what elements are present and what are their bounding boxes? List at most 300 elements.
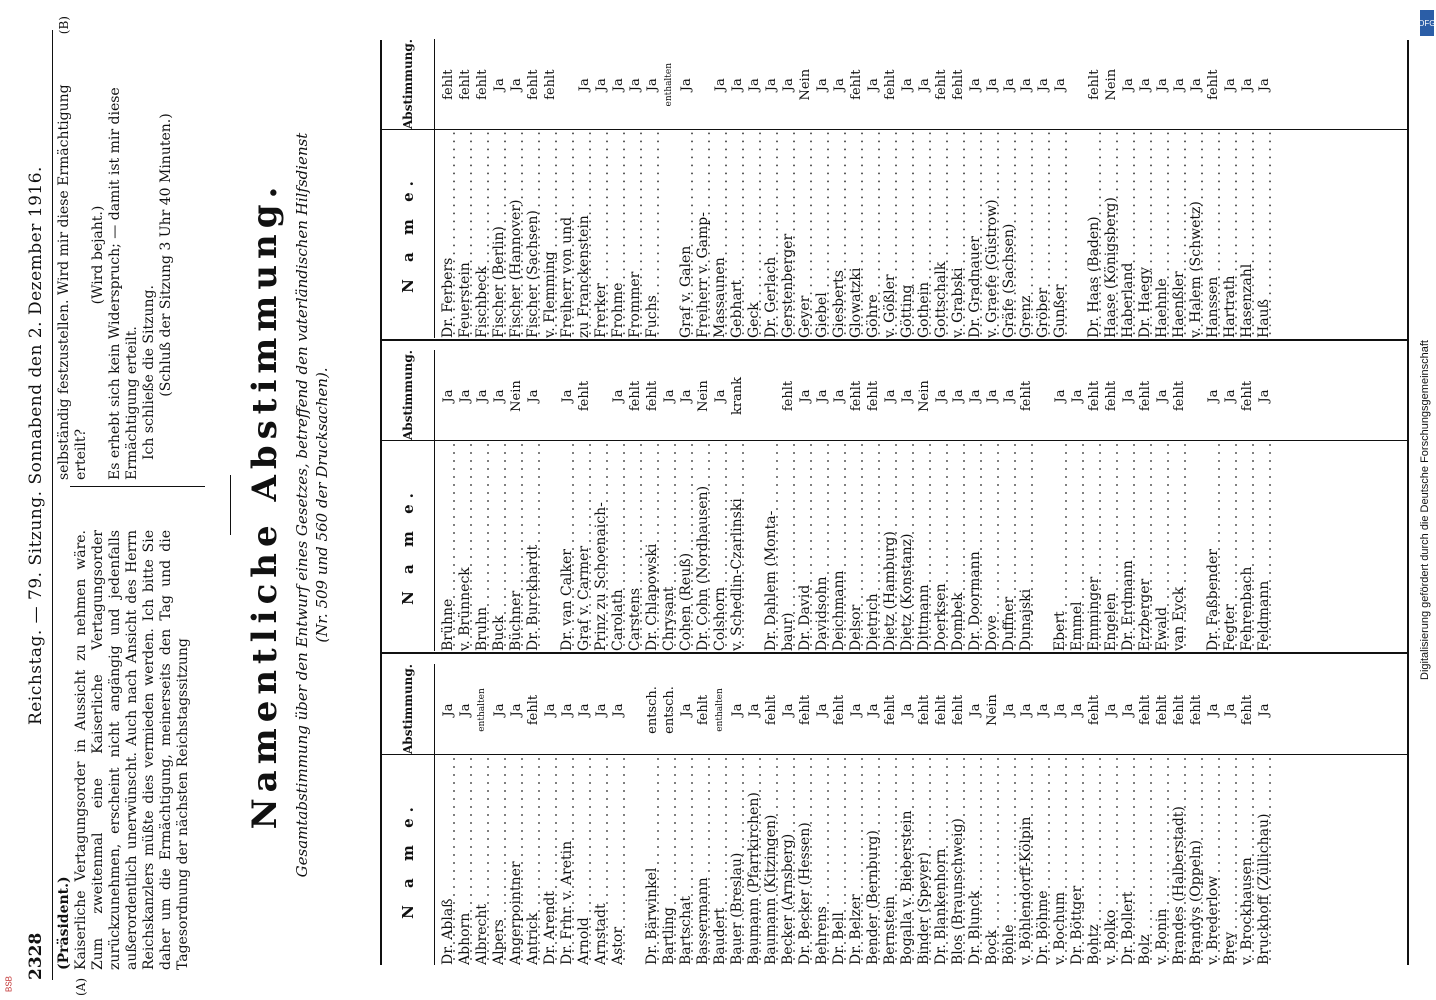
vote-value: Ja	[1053, 703, 1068, 717]
vote-value: fehlt	[1206, 69, 1221, 100]
left-paragraph: Kaiserliche Vertagungsorder in Aussicht zu nehmen wäre. Zum zweitenmal eine Kaiserliche Vertagungsorder zurückzunehmen, erscheint nicht angängig und jedenfalls außerordentlich unerwünscht. Auch nach Ansicht des Herrn Reichskanzlers müßte dies vermieden werden. Ich bitte Sie daher um die Ermächtigung, meinerseits den Tag und die Tagesordnung der nächsten Reichstagssitzung	[73, 530, 191, 970]
member-name: van Eyck	[1171, 441, 1188, 651]
table-row	[1103, 665, 1120, 965]
member-name	[661, 129, 678, 338]
member-name: Brandes (Halberstadt)	[1171, 755, 1188, 965]
table-row	[712, 351, 729, 651]
vote-value: Ja	[509, 703, 524, 717]
table-row	[508, 40, 525, 338]
table-row	[797, 665, 814, 965]
member-name: Bartling	[661, 755, 678, 965]
member-name: Erzberger	[1137, 441, 1154, 651]
table-row	[474, 40, 491, 338]
vote-value: Ja	[1223, 78, 1238, 92]
table-row	[525, 40, 542, 338]
member-name: Göhre	[865, 129, 882, 338]
table-row	[848, 665, 865, 965]
vote-value: fehlt	[951, 69, 966, 100]
vote-value: fehlt	[458, 69, 473, 100]
member-name: Dr. Cohn (Nordhausen)	[695, 441, 712, 651]
table-row	[576, 40, 593, 338]
vote-value: Ja	[1155, 389, 1170, 403]
member-name: Becker (Arnsberg)	[780, 755, 797, 965]
member-name: Frommer	[627, 129, 644, 338]
member-name: Hanssen	[1205, 129, 1222, 338]
table-row	[1154, 40, 1171, 338]
member-name: Angerpointner	[508, 755, 525, 965]
table-row	[678, 351, 695, 651]
table-row	[1154, 665, 1171, 965]
table-row	[933, 351, 950, 651]
right-paragraph-4: Ich schließe die Sitzung.	[141, 285, 157, 460]
vote-value: Ja	[441, 389, 456, 403]
vote-value: Ja	[611, 78, 626, 92]
vote-value: fehlt	[1138, 380, 1153, 412]
vote-value	[627, 665, 644, 755]
table-row	[712, 40, 729, 338]
member-name: Dove	[984, 441, 1001, 651]
member-name: Baudert	[712, 755, 729, 965]
table-row	[440, 665, 457, 965]
vote-value: Ja	[1070, 703, 1085, 717]
table-row	[644, 351, 661, 651]
table-row	[780, 665, 797, 965]
vote-value: fehlt	[1104, 380, 1119, 412]
vote-value: fehlt	[951, 694, 966, 726]
vote-value: fehlt	[1189, 694, 1204, 726]
vote-value	[746, 351, 763, 441]
vote-value	[1188, 351, 1205, 441]
vote-value: Ja	[1002, 78, 1017, 92]
vote-value: fehlt	[1172, 380, 1187, 412]
member-name: Frohme	[610, 129, 627, 338]
member-name: Emminger	[1086, 441, 1103, 651]
table-row	[899, 665, 916, 965]
vote-value: Ja	[764, 78, 779, 92]
right-paragraph-1: selbständig festzustellen. Wird mir diese Ermächtigung erteilt?	[56, 84, 89, 480]
member-name: Dr. Gerlach	[763, 129, 780, 338]
member-name: Prinz zu Schoenaich-	[593, 441, 610, 651]
vote-value: Ja	[968, 389, 983, 403]
margin-marker-b: (B)	[57, 16, 71, 35]
member-name: v. Böhlendorff-Kölpin	[1018, 755, 1035, 965]
table-row	[542, 351, 559, 651]
table-row	[1120, 40, 1137, 338]
table-row	[1239, 351, 1256, 651]
table-row	[831, 665, 848, 965]
vote-value: fehlt	[1240, 694, 1255, 726]
vote-value: fehlt	[883, 69, 898, 100]
member-name: Fischer (Hannover)	[508, 129, 525, 338]
table-row	[984, 665, 1001, 965]
table-row	[1188, 351, 1205, 651]
table-row	[1052, 351, 1069, 651]
member-name: Delsor	[848, 441, 865, 651]
table-row	[1035, 665, 1052, 965]
member-name: Dietz (Konstanz)	[899, 441, 916, 651]
vote-value: Ja	[1189, 78, 1204, 92]
vote-value: Ja	[543, 703, 558, 717]
table-row	[627, 40, 644, 338]
page-number: 2328	[26, 932, 46, 980]
vote-value: fehlt	[883, 694, 898, 726]
table-row	[984, 40, 1001, 338]
member-name: Dr. Bärwinkel	[644, 755, 661, 965]
section-title: Namentliche Abstimmung.	[245, 180, 285, 830]
member-name: Dr. Doormann	[967, 441, 984, 651]
vote-value: fehlt	[764, 694, 779, 726]
member-name: zu Franckenstein	[576, 129, 593, 338]
vote-value: fehlt	[849, 380, 864, 412]
vote-value: Ja	[577, 703, 592, 717]
member-name: Dr. Ferbers	[440, 129, 457, 338]
vote-value: Ja	[1223, 703, 1238, 717]
vote-value: fehlt	[1172, 694, 1187, 726]
table-row	[763, 351, 780, 651]
table-row	[814, 40, 831, 338]
table-row	[525, 351, 542, 651]
vote-value: Ja	[747, 78, 762, 92]
member-name: Hauß	[1256, 129, 1273, 338]
right-paragraph-5: (Schluß der Sitzung 3 Uhr 40 Minuten.)	[158, 113, 174, 397]
member-name: Gräfe (Sachsen)	[1001, 129, 1018, 338]
vote-value: Ja	[832, 78, 847, 92]
member-name: Doerksen	[933, 441, 950, 651]
table-row	[457, 665, 474, 965]
vote-value: Nein	[985, 694, 1000, 726]
vote-value: Ja	[866, 78, 881, 92]
member-name	[627, 755, 644, 965]
vote-value: Ja	[832, 389, 847, 403]
right-paragraph-3: Es erhebt sich kein Widerspruch; — damit ist mir diese Ermächtigung erteilt.	[107, 87, 140, 480]
member-name: Geyer	[797, 129, 814, 338]
section-subtitle-ref: (Nr. 509 und 560 der Drucksachen).	[313, 367, 331, 643]
vote-value: fehlt	[934, 694, 949, 726]
vote-value: Ja	[560, 703, 575, 717]
table-row	[882, 665, 899, 965]
member-name: Brühne	[440, 441, 457, 651]
table-row	[967, 351, 984, 651]
table-row	[644, 665, 661, 965]
table-row	[695, 665, 712, 965]
member-name: Dr. Blunck	[967, 755, 984, 965]
table-row	[848, 40, 865, 338]
table-row	[763, 40, 780, 338]
vote-value: fehlt	[543, 69, 558, 100]
member-name: v. Graefe (Güstrow)	[984, 129, 1001, 338]
member-name: Dr. Böttger	[1069, 755, 1086, 965]
vote-value: Ja	[1121, 703, 1136, 717]
vote-value: Ja	[1257, 703, 1272, 717]
column-header-vote: Abstimmung.	[382, 39, 435, 130]
member-name: Abhorn	[457, 755, 474, 965]
table-row	[1018, 665, 1035, 965]
table-row	[576, 351, 593, 651]
vote-value: Ja	[730, 703, 745, 717]
table-row	[967, 665, 984, 965]
table-row	[746, 665, 763, 965]
table-row	[661, 665, 678, 965]
member-name: Büchner	[508, 441, 525, 651]
member-name: Dr. Frhr. v. Aretin	[559, 755, 576, 965]
vote-value: Ja	[1036, 703, 1051, 717]
vote-value: fehlt	[1087, 69, 1102, 100]
table-row	[1103, 40, 1120, 338]
vote-value	[559, 40, 576, 129]
table-row	[831, 351, 848, 651]
member-name: Bartschat	[678, 755, 695, 965]
member-name: Astor	[610, 755, 627, 965]
member-name: Gröber	[1035, 129, 1052, 338]
member-name: Dr. Faßbender	[1205, 441, 1222, 651]
table-row	[661, 351, 678, 651]
table-row	[1069, 351, 1086, 651]
table-row	[559, 40, 576, 338]
vote-value: Ja	[1053, 389, 1068, 403]
table-row	[610, 351, 627, 651]
member-name: Davidsohn	[814, 441, 831, 651]
column-header-vote: Abstimmung.	[382, 664, 435, 755]
member-name: v. Schedlin-Czarlinski	[729, 441, 746, 651]
member-name: Dr. Belzer	[848, 755, 865, 965]
table-row	[1188, 665, 1205, 965]
vote-value: fehlt	[1087, 694, 1102, 726]
member-name	[1035, 441, 1052, 651]
vote-value	[542, 351, 559, 441]
member-name: Colshorn	[712, 441, 729, 651]
member-name: Hasenzahl	[1239, 129, 1256, 338]
member-name: Behrens	[814, 755, 831, 965]
member-name: Fegter	[1222, 441, 1239, 651]
table-row	[576, 665, 593, 965]
page-header	[22, 20, 52, 980]
member-name: Blos (Braunschweig)	[950, 755, 967, 965]
vote-value: Ja	[1240, 78, 1255, 92]
member-name: Duffner	[1001, 441, 1018, 651]
vote-column-3	[382, 40, 1407, 338]
member-name: Dietrich	[865, 441, 882, 651]
right-text-column	[56, 16, 175, 480]
member-name: Bock	[984, 755, 1001, 965]
member-name	[1188, 441, 1205, 651]
vote-value	[1069, 40, 1086, 129]
member-name: v. Bolko	[1103, 755, 1120, 965]
member-name: Giebel	[814, 129, 831, 338]
vote-value: fehlt	[832, 694, 847, 726]
member-name: Glowatzki	[848, 129, 865, 338]
vote-column-2	[382, 351, 1407, 651]
vote-value: Ja	[458, 703, 473, 717]
member-name: Dr. Ablaß	[440, 755, 457, 965]
vote-value: Nein	[917, 380, 932, 412]
vote-value: Ja	[917, 78, 932, 92]
vote-value: Ja	[679, 703, 694, 717]
table-row	[729, 665, 746, 965]
member-name: Bruckhoff (Züllichau)	[1256, 755, 1273, 965]
vote-value: entsch.	[645, 686, 660, 734]
vote-value: fehlt	[1138, 694, 1153, 726]
vote-value: enthalten	[664, 62, 674, 107]
table-row	[542, 665, 559, 965]
library-mark-text: BSB	[4, 975, 14, 993]
member-name: Binder (Speyer)	[916, 755, 933, 965]
table-row	[474, 351, 491, 651]
table-row	[1222, 351, 1239, 651]
vote-value: Ja	[679, 389, 694, 403]
table-row	[916, 665, 933, 965]
member-name: Baumann (Kitzingen)	[763, 755, 780, 965]
member-name: v. Halem (Schwetz)	[1188, 129, 1205, 338]
vote-value: fehlt	[1240, 380, 1255, 412]
table-row	[984, 351, 1001, 651]
vote-value	[1035, 351, 1052, 441]
member-name: Dr. Haas (Baden)	[1086, 129, 1103, 338]
member-name: Dr. Gradnauer	[967, 129, 984, 338]
vote-value: Ja	[594, 78, 609, 92]
vote-value: fehlt	[934, 69, 949, 100]
table-row	[1120, 665, 1137, 965]
vote-value: Ja	[798, 389, 813, 403]
table-row	[814, 665, 831, 965]
member-name: Dr. Böhme	[1035, 755, 1052, 965]
member-name: Buck	[491, 441, 508, 651]
vote-value: Ja	[1121, 78, 1136, 92]
vote-value: Nein	[798, 68, 813, 101]
member-name: Bauer (Breslau)	[729, 755, 746, 965]
column-header-name: N a m e.	[382, 441, 435, 651]
member-name: Gerstenberger	[780, 129, 797, 338]
vote-value: Nein	[509, 380, 524, 412]
member-name: Ewald	[1154, 441, 1171, 651]
vote-value: Ja	[900, 389, 915, 403]
member-name: Bolz	[1137, 755, 1154, 965]
table-row	[525, 665, 542, 965]
table-row	[542, 40, 559, 338]
table-row	[1256, 351, 1273, 651]
vote-value: Ja	[1257, 78, 1272, 92]
vote-value: Nein	[696, 380, 711, 412]
vote-value: fehlt	[1019, 380, 1034, 412]
table-row	[559, 665, 576, 965]
vote-value: Ja	[900, 78, 915, 92]
vote-value: fehlt	[475, 69, 490, 100]
table-row	[695, 40, 712, 338]
table-row	[1256, 40, 1273, 338]
vote-value: Ja	[1172, 78, 1187, 92]
member-name: Fuchs	[644, 129, 661, 338]
table-row	[763, 665, 780, 965]
vote-value: Ja	[611, 703, 626, 717]
vote-value: Ja	[611, 389, 626, 403]
member-name: v. Brockhausen	[1239, 755, 1256, 965]
vote-value: fehlt	[798, 694, 813, 726]
member-name: Giesberts	[831, 129, 848, 338]
table-row	[967, 40, 984, 338]
vote-value: Ja	[628, 78, 643, 92]
vote-value: Ja	[781, 78, 796, 92]
vote-value: Ja	[492, 389, 507, 403]
vote-value: Ja	[1257, 389, 1272, 403]
table-row	[610, 665, 627, 965]
table-row	[1222, 665, 1239, 965]
table-row	[1035, 351, 1052, 651]
table-row	[627, 665, 644, 965]
vote-value: Ja	[492, 703, 507, 717]
table-row	[746, 351, 763, 651]
table-row	[1018, 351, 1035, 651]
vote-value: Ja	[951, 389, 966, 403]
vote-value: Ja	[1104, 703, 1119, 717]
member-name: Engelen	[1103, 441, 1120, 651]
side-credit	[1418, 30, 1432, 990]
member-name: Dunajski	[1018, 441, 1035, 651]
table-row	[1171, 665, 1188, 965]
column-divider	[70, 486, 205, 487]
table-row	[729, 40, 746, 338]
table-row	[593, 40, 610, 338]
section-separator	[230, 475, 231, 535]
member-name: Alpers	[491, 755, 508, 965]
vote-value: Ja	[713, 78, 728, 92]
member-name: Arnold	[576, 755, 593, 965]
member-name: Grenz	[1018, 129, 1035, 338]
member-name: Fischer (Berlin)	[491, 129, 508, 338]
member-name: Chrysant	[661, 441, 678, 651]
vote-value: fehlt	[577, 380, 592, 412]
vote-value: Ja	[713, 389, 728, 403]
left-text-column	[56, 530, 192, 996]
table-row	[1256, 665, 1273, 965]
member-name: Freiherr v. Gamp-	[695, 129, 712, 338]
vote-value: fehlt	[645, 380, 660, 412]
table-row	[440, 351, 457, 651]
table-row	[474, 665, 491, 965]
header-rule	[52, 30, 53, 980]
table-row	[644, 40, 661, 338]
vote-value: fehlt	[1087, 380, 1102, 412]
member-name: Gottschalk	[933, 129, 950, 338]
table-row	[1086, 351, 1103, 651]
member-name: Brey	[1222, 755, 1239, 965]
table-row	[1188, 40, 1205, 338]
member-name: Haehnle	[1154, 129, 1171, 338]
table-row	[1137, 40, 1154, 338]
member-name: Bernstein	[882, 755, 899, 965]
vote-value: Ja	[475, 389, 490, 403]
vote-value: Ja	[526, 389, 541, 403]
table-row	[848, 351, 865, 651]
member-name: Graf v. Carmer	[576, 441, 593, 651]
vote-value: Ja	[1121, 389, 1136, 403]
member-name: Carolath	[610, 441, 627, 651]
member-name: Gothein	[916, 129, 933, 338]
member-name: Freiherr von und	[559, 129, 576, 338]
member-name	[1069, 129, 1086, 338]
side-credit-text: Digitalisierung gefördert durch die Deutsche Forschungsgemeinschaft	[1419, 340, 1431, 680]
table-row	[729, 351, 746, 651]
vote-value: Ja	[866, 703, 881, 717]
member-name: Dr. van Calker	[559, 441, 576, 651]
vote-value: Ja	[730, 78, 745, 92]
vote-value: Ja	[815, 703, 830, 717]
member-name: Albrecht	[474, 755, 491, 965]
vote-value: Ja	[458, 389, 473, 403]
vote-value: Ja	[1206, 703, 1221, 717]
member-name: Haberland	[1120, 129, 1137, 338]
vote-value: Ja	[968, 703, 983, 717]
vote-value: Ja	[747, 703, 762, 717]
vote-value: Ja	[968, 78, 983, 92]
